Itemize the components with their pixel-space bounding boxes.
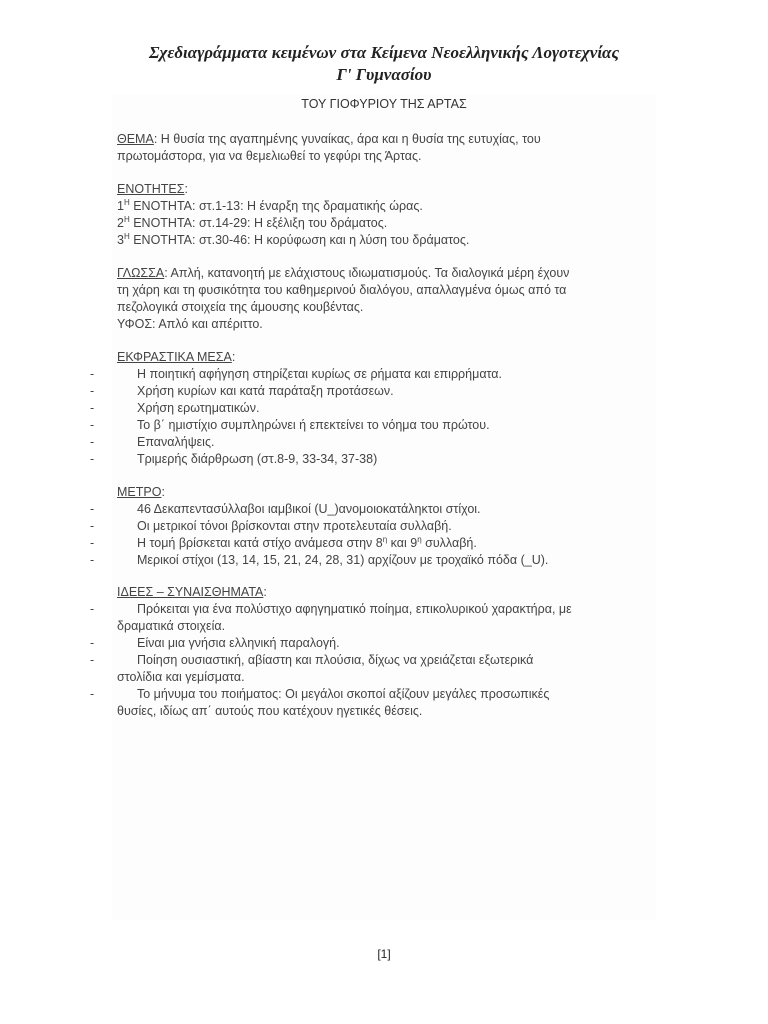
- bullet-dash: -: [90, 384, 95, 398]
- ekfrastika-item: Η ποιητική αφήγηση στηρίζεται κυρίως σε ρήματα και επιρρήματα.: [137, 367, 503, 381]
- bullet-dash: -: [90, 401, 95, 415]
- thema-line-2: πρωτομάστορα, για να θεμελιωθεί το γεφύρι της Άρτας.: [117, 149, 422, 163]
- ekfrastika-item: Επαναλήψεις.: [137, 435, 215, 449]
- idees-item-3-line-2: στολίδια και γεμίσματα.: [117, 670, 245, 684]
- bullet-dash: -: [90, 367, 95, 381]
- idees-item-4-line-2: θυσίες, ιδίως απ΄ αυτούς που κατέχουν ηγετικές θέσεις.: [117, 704, 423, 718]
- bullet-dash: -: [90, 553, 95, 567]
- header-line-2: Γ' Γυμνασίου: [336, 65, 432, 84]
- bullet-dash: -: [90, 452, 95, 466]
- bullet-dash: -: [90, 687, 95, 701]
- header-line-1: Σχεδιαγράμματα κειμένων στα Κείμενα Νεοελληνικής Λογοτεχνίας: [148, 43, 620, 62]
- metro-heading: ΜΕΤΡΟ:: [117, 485, 165, 499]
- ekfrastika-heading: ΕΚΦΡΑΣΤΙΚΑ ΜΕΣΑ:: [117, 350, 236, 364]
- glossa-line-2: τη χάρη και τη φυσικότητα του καθημερινού διαλόγου, απαλλαγμένα όμως από τα: [117, 283, 567, 297]
- ekfrastika-item: Χρήση ερωτηματικών.: [137, 401, 260, 415]
- thema-label: ΘΕΜΑ: [117, 132, 154, 146]
- ekfrastika-item: Χρήση κυρίων και κατά παράταξη προτάσεων.: [137, 384, 394, 398]
- idees-item-2: Είναι μια γνήσια ελληνική παραλογή.: [137, 636, 340, 650]
- page-number: [1]: [377, 947, 391, 961]
- bullet-dash: -: [90, 653, 95, 667]
- metro-item-3: Η τομή βρίσκεται κατά στίχο ανάμεσα στην $8^\eta$ και $9^\eta$ συλλαβή.: [137, 535, 477, 550]
- bullet-dash: -: [90, 435, 95, 449]
- enotita-3: $3^H$ ΕΝΟΤΗΤΑ: στ.30-46: Η κορύφωση και η λύση του δράματος.: [117, 232, 470, 247]
- ekfrastika-item: Τριμερής διάρθρωση (στ.8-9, 33-34, 37-38): [137, 452, 378, 466]
- bullet-dash: -: [90, 418, 95, 432]
- metro-item-2: Οι μετρικοί τόνοι βρίσκονται στην προτελευταία συλλαβή.: [137, 519, 452, 533]
- idees-item-1-line-1: Πρόκειται για ένα πολύστιχο αφηγηματικό ποίημα, επικολυρικού χαρακτήρα, με: [137, 602, 572, 616]
- enotita-2: $2^H$ ΕΝΟΤΗΤΑ: στ.14-29: Η εξέλιξη του δράματος.: [117, 215, 388, 230]
- yfos-line: ΥΦΟΣ: Απλό και απέριττο.: [117, 317, 263, 331]
- idees-item-3-line-1: Ποίηση ουσιαστική, αβίαστη και πλούσια, δίχως να χρειάζεται εξωτερικά: [137, 653, 534, 667]
- bullet-dash: -: [90, 519, 95, 533]
- ekfrastika-item: Το β΄ ημιστίχιο συμπληρώνει ή επεκτείνει το νόημα του πρώτου.: [137, 418, 490, 432]
- bullet-dash: -: [90, 602, 95, 616]
- idees-item-1-line-2: δραματικά στοιχεία.: [117, 619, 226, 633]
- glossa-label: ΓΛΩΣΣΑ: [117, 266, 165, 280]
- thema-line-1: ΘΕΜΑ: Η θυσία της αγαπημένης γυναίκας, άρα και η θυσία της ευτυχίας, του: [117, 132, 541, 146]
- bullet-dash: -: [90, 502, 95, 516]
- idees-heading: ΙΔΕΕΣ – ΣΥΝΑΙΣΘΗΜΑΤΑ:: [117, 585, 267, 599]
- bullet-dash: -: [90, 636, 95, 650]
- ekfrastika-label: ΕΚΦΡΑΣΤΙΚΑ ΜΕΣΑ: [117, 350, 232, 364]
- bullet-dash: -: [90, 536, 95, 550]
- enotites-heading: ΕΝΟΤΗΤΕΣ:: [117, 182, 188, 196]
- idees-item-4-line-1: Το μήνυμα του ποιήματος: Οι μεγάλοι σκοποί αξίζουν μεγάλες προσωπικές: [137, 687, 550, 701]
- page-header: [112, 42, 656, 86]
- enotita-1: $1^H$ ΕΝΟΤΗΤΑ: στ.1-13: Η έναρξη της δραματικής ώρας.: [117, 198, 423, 213]
- glossa-line-3: πεζολογικά στοιχεία της άμουσης κουβέντας.: [117, 300, 364, 314]
- metro-label: ΜΕΤΡΟ: [117, 485, 162, 499]
- document-title: ΤΟΥ ΓΙΟΦΥΡΙΟΥ ΤΗΣ ΑΡΤΑΣ: [301, 97, 467, 111]
- metro-item-4: Μερικοί στίχοι (13, 14, 15, 21, 24, 28, 31) αρχίζουν με τροχαϊκό πόδα (_U).: [137, 553, 549, 567]
- enotites-label: ΕΝΟΤΗΤΕΣ: [117, 182, 185, 196]
- idees-label: ΙΔΕΕΣ – ΣΥΝΑΙΣΘΗΜΑΤΑ: [117, 585, 264, 599]
- glossa-line-1: ΓΛΩΣΣΑ: Απλή, κατανοητή με ελάχιστους ιδιωματισμούς. Τα διαλογικά μέρη έχουν: [117, 266, 570, 280]
- metro-item-1: 46 Δεκαπεντασύλλαβοι ιαμβικοί (U_)ανομοιοκατάληκτοι στίχοι.: [137, 502, 481, 516]
